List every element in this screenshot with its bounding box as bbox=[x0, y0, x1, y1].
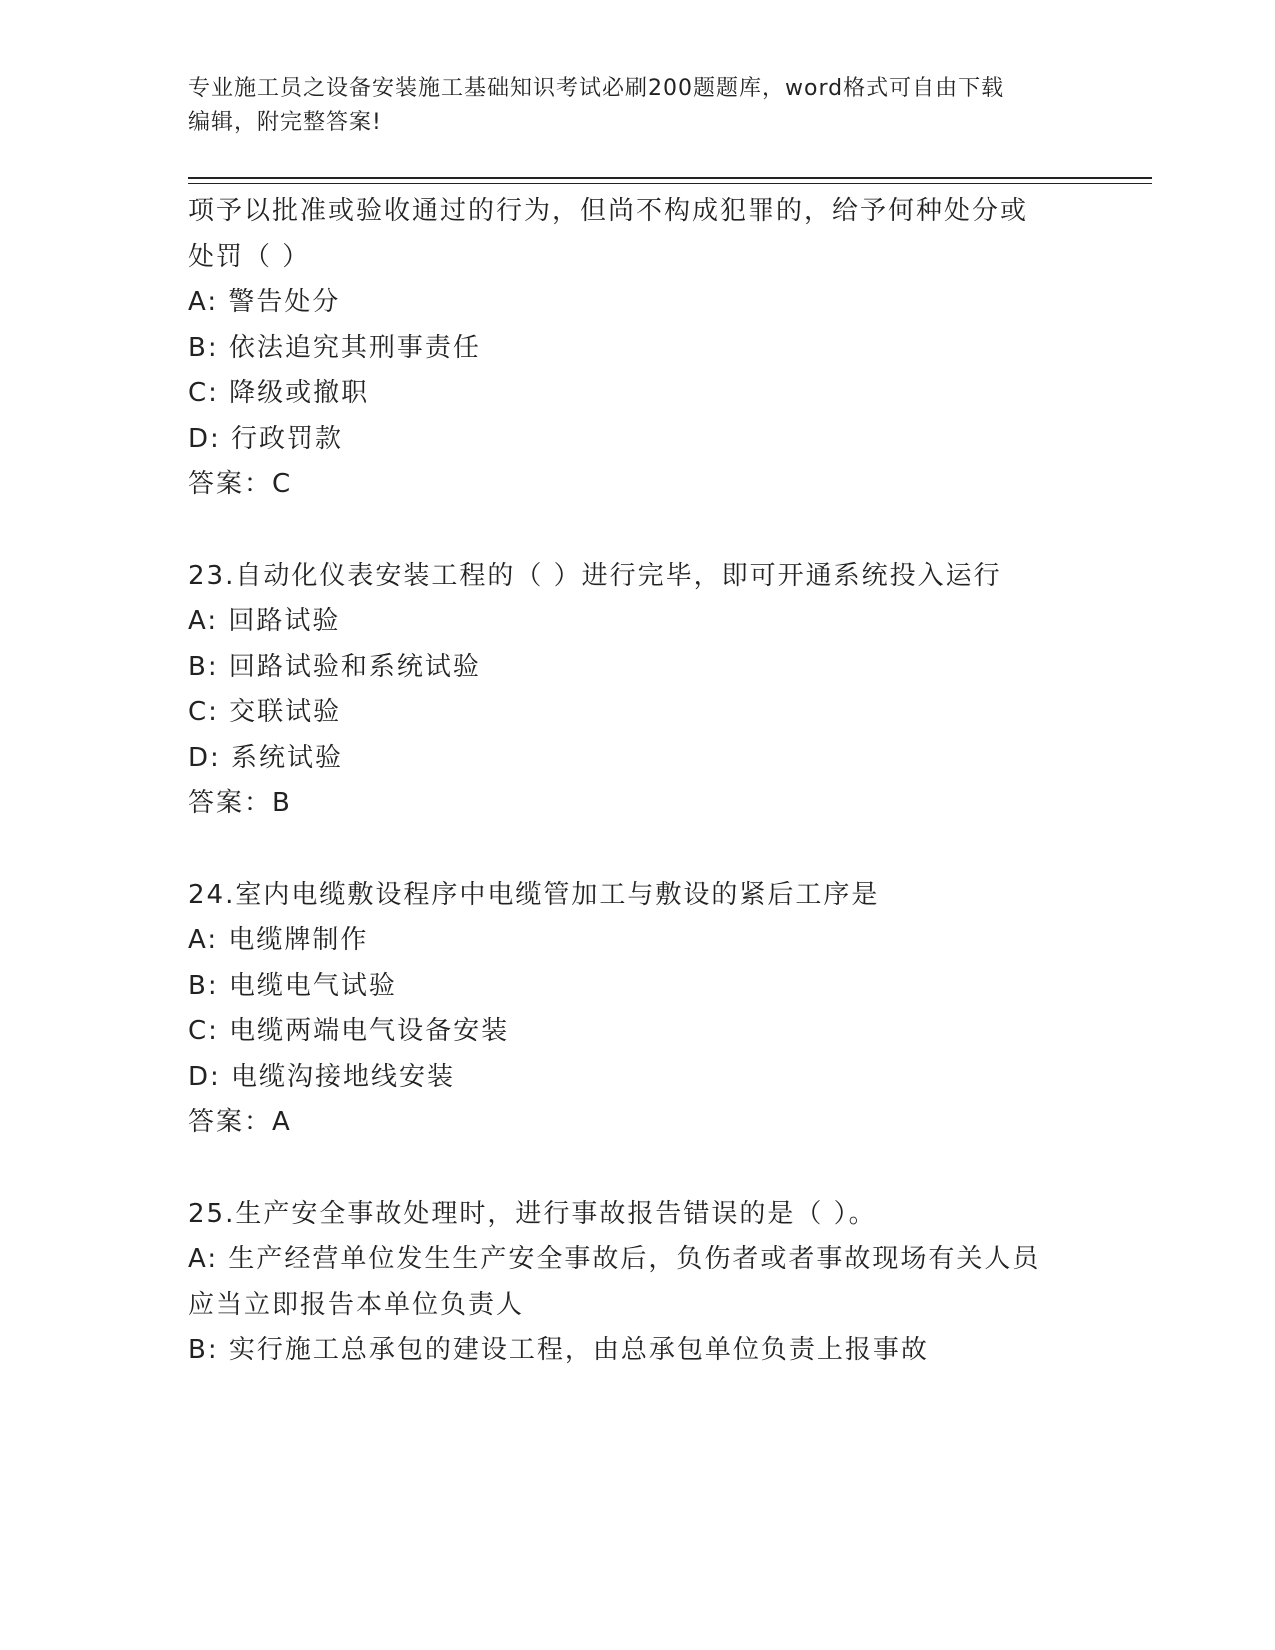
option-a: A: 生产经营单位发生生产安全事故后，负伤者或者事故现场有关人员 bbox=[188, 1244, 1041, 1274]
answer: 答案：A bbox=[188, 1107, 292, 1137]
document-header bbox=[188, 72, 1068, 140]
option-b: B: 电缆电气试验 bbox=[188, 970, 397, 1001]
option-a: A: 回路试验 bbox=[188, 606, 341, 636]
answer: 答案：C bbox=[188, 469, 293, 499]
option-d: D: 系统试验 bbox=[188, 742, 344, 773]
header-line-2: 编辑，附完整答案! bbox=[188, 110, 382, 135]
question-list bbox=[188, 189, 1108, 1374]
answer: 答案：B bbox=[188, 788, 292, 818]
question-24 bbox=[188, 873, 1108, 1146]
option-c: C: 电缆两端电气设备安装 bbox=[188, 1016, 510, 1046]
question-25 bbox=[188, 1192, 1108, 1374]
option-a: A: 警告处分 bbox=[188, 287, 341, 317]
option-b: B: 实行施工总承包的建设工程，由总承包单位负责上报事故 bbox=[188, 1335, 929, 1365]
option-c: C: 交联试验 bbox=[188, 697, 342, 727]
option-d: D: 电缆沟接地线安装 bbox=[188, 1061, 456, 1092]
question-22 bbox=[188, 189, 1108, 508]
question-stem: 23.自动化仪表安装工程的（ ）进行完毕，即可开通系统投入运行 bbox=[188, 560, 1002, 591]
question-stem: 项予以批准或验收通过的行为，但尚不构成犯罪的，给予何种处分或 bbox=[188, 196, 1029, 226]
option-c: C: 降级或撤职 bbox=[188, 378, 370, 408]
option-b: B: 回路试验和系统试验 bbox=[188, 651, 481, 682]
option-b: B: 依法追究其刑事责任 bbox=[188, 332, 481, 363]
question-23 bbox=[188, 554, 1108, 827]
question-stem: 25.生产安全事故处理时，进行事故报告错误的是（ ）。 bbox=[188, 1198, 877, 1229]
option-a: A: 电缆牌制作 bbox=[188, 925, 369, 955]
question-stem: 处罚（ ） bbox=[188, 241, 311, 272]
option-a-continued: 应当立即报告本单位负责人 bbox=[188, 1289, 525, 1320]
header-divider-thin bbox=[188, 183, 1152, 184]
header-line-1: 专业施工员之设备安装施工基础知识考试必刷200题题库，word格式可自由下载 bbox=[188, 76, 1005, 101]
header-divider-thick bbox=[188, 177, 1152, 179]
question-stem: 24.室内电缆敷设程序中电缆管加工与敷设的紧后工序是 bbox=[188, 879, 880, 910]
option-d: D: 行政罚款 bbox=[188, 423, 344, 454]
